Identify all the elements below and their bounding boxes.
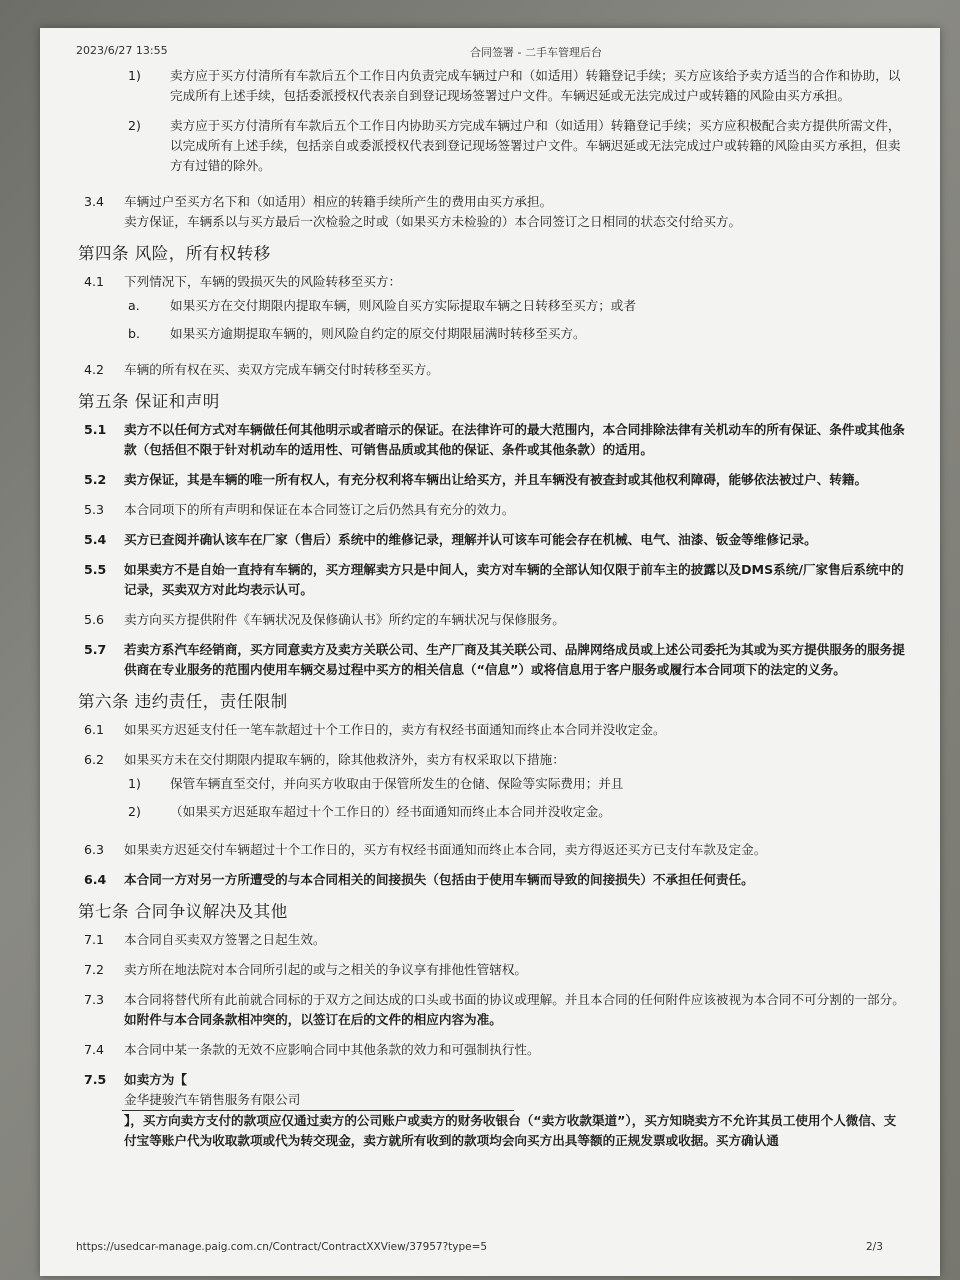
clause-number: 4.2 bbox=[84, 362, 105, 377]
clause-number: 4.1 bbox=[84, 274, 105, 289]
clause-text: 如果买方迟延支付任一笔车款超过十个工作日的，卖方有权经书面通知而终止本合同并没收定金。 bbox=[124, 722, 666, 737]
clause-text: 本合同一方对另一方所遭受的与本合同相关的间接损失（包括由于使用车辆而导致的间接损失）不承担任何责任。 bbox=[124, 872, 754, 887]
section-heading: 第五条 保证和声明 bbox=[78, 392, 220, 411]
clause-5-7 bbox=[76, 640, 906, 680]
clause-number: 3.4 bbox=[84, 194, 105, 209]
clause-number: 7.4 bbox=[84, 1042, 105, 1057]
clause-5-3 bbox=[76, 500, 906, 520]
list-item bbox=[76, 66, 906, 106]
list-item-text: 卖方应于买方付清所有车款后五个工作日内负责完成车辆过户和（如适用）转籍登记手续；买方应该给予卖方适当的合作和协助，以完成所有上述手续，包括委派授权代表亲自到登记现场签署过户文件。车辆迟延或无法完成过户或转籍的风险由买方承担。 bbox=[170, 68, 901, 103]
clause-6-2 bbox=[76, 750, 906, 770]
clause-number: 7.3 bbox=[84, 992, 105, 1007]
list-item-number: a. bbox=[128, 298, 140, 313]
clause-4-2 bbox=[76, 360, 906, 380]
clause-text: 车辆过户至买方名下和（如适用）相应的转籍手续所产生的费用由买方承担。 bbox=[124, 194, 553, 209]
document-page bbox=[40, 28, 940, 1276]
clause-text: 本合同自买卖双方签署之日起生效。 bbox=[124, 932, 326, 947]
list-item bbox=[76, 774, 906, 794]
clause-number: 5.7 bbox=[84, 642, 107, 657]
clause-text: 卖方所在地法院对本合同所引起的或与之相关的争议享有排他性管辖权。 bbox=[124, 962, 527, 977]
clause-text: 如果卖方迟延交付车辆超过十个工作日的，买方有权经书面通知而终止本合同，卖方得返还买方已支付车款及定金。 bbox=[124, 842, 767, 857]
list-item bbox=[76, 324, 906, 344]
clause-number: 7.5 bbox=[84, 1072, 107, 1087]
clause-number: 5.5 bbox=[84, 562, 107, 577]
list-item-number: 1) bbox=[128, 68, 141, 83]
clause-number: 7.2 bbox=[84, 962, 105, 977]
clause-number: 5.1 bbox=[84, 422, 107, 437]
clause-6-3 bbox=[76, 840, 906, 860]
print-datetime: 2023/6/27 13:55 bbox=[76, 44, 168, 57]
clause-text: 卖方向买方提供附件《车辆状况及保修确认书》所约定的车辆状况与保修服务。 bbox=[124, 612, 565, 627]
clause-text: 本合同中某一条款的无效不应影响合同中其他条款的效力和可强制执行性。 bbox=[124, 1042, 540, 1057]
clause-5-2 bbox=[76, 470, 906, 490]
clause-text: 卖方不以任何方式对车辆做任何其他明示或者暗示的保证。在法律许可的最大范围内，本合同排除法律有关机动车的所有保证、条件或其他条款（包括但不限于针对机动车的适用性、可销售品质或其他的保证、条件或其他条款）的适用。 bbox=[124, 422, 905, 457]
clause-5-4 bbox=[76, 530, 906, 550]
section-heading: 第七条 合同争议解决及其他 bbox=[78, 902, 288, 921]
clause-number: 6.3 bbox=[84, 842, 105, 857]
clause-3-4 bbox=[76, 192, 906, 232]
clause-text: 本合同项下的所有声明和保证在本合同签订之后仍然具有充分的效力。 bbox=[124, 502, 515, 517]
clause-number: 5.4 bbox=[84, 532, 107, 547]
list-item-text: 如果买方逾期提取车辆的，则风险自约定的原交付期限届满时转移至买方。 bbox=[170, 326, 586, 341]
clause-number: 7.1 bbox=[84, 932, 105, 947]
clause-5-6 bbox=[76, 610, 906, 630]
clause-number: 6.2 bbox=[84, 752, 105, 767]
list-item-number: 2) bbox=[128, 804, 141, 819]
clause-text: 若卖方系汽车经销商，买方同意卖方及卖方关联公司、生产厂商及其关联公司、品牌网络成员或上述公司委托为其或为买方提供服务的服务提供商在专业服务的范围内使用车辆交易过程中买方的相关信息（“信息”）或将信息用于客户服务或履行本合同项下的法定的义务。 bbox=[124, 642, 905, 677]
clause-number: 5.2 bbox=[84, 472, 107, 487]
clause-text-emphasis: 如附件与本合同条款相冲突的，以签订在后的文件的相应内容为准。 bbox=[124, 1012, 502, 1027]
seller-company-name: 金华捷骏汽车销售服务有限公司 bbox=[122, 1090, 514, 1111]
clause-7-3 bbox=[76, 990, 906, 1030]
clause-text: 买方已查阅并确认该车在厂家（售后）系统中的维修记录，理解并认可该车可能会存在机械、电气、油漆、钣金等维修记录。 bbox=[124, 532, 817, 547]
list-item-text: 如果买方在交付期限内提取车辆，则风险自买方实际提取车辆之日转移至买方；或者 bbox=[170, 298, 636, 313]
section-heading: 第四条 风险，所有权转移 bbox=[78, 244, 271, 263]
list-item bbox=[76, 296, 906, 316]
print-page-title: 合同签署 - 二手车管理后台 bbox=[470, 46, 602, 59]
clause-6-4 bbox=[76, 870, 906, 890]
clause-text: 下列情况下，车辆的毁损灭失的风险转移至买方： bbox=[124, 274, 402, 289]
list-item bbox=[76, 802, 906, 822]
clause-number: 6.4 bbox=[84, 872, 107, 887]
list-item-text: 保管车辆直至交付，并向买方收取由于保管所发生的仓储、保险等实际费用；并且 bbox=[170, 776, 624, 791]
clause-text: 卖方保证，其是车辆的唯一所有权人，有充分权利将车辆出让给买方，并且车辆没有被查封或其他权利障碍，能够依法被过户、转籍。 bbox=[124, 472, 868, 487]
clause-7-5 bbox=[76, 1070, 906, 1151]
clause-text: 本合同将替代所有此前就合同标的于双方之间达成的口头或书面的协议或理解。并且本合同的任何附件应该被视为本合同不可分割的一部分。 bbox=[124, 992, 905, 1007]
list-item bbox=[76, 116, 906, 176]
list-item-text: （如果买方迟延取车超过十个工作日的）经书面通知而终止本合同并没收定金。 bbox=[170, 804, 611, 819]
section-heading: 第六条 违约责任，责任限制 bbox=[78, 692, 288, 711]
clause-4-1 bbox=[76, 272, 906, 292]
clause-text: 如卖方为【 bbox=[124, 1072, 187, 1087]
clause-text: 卖方保证，车辆系以与买方最后一次检验之时或（如果买方未检验的）本合同签订之日相同的状态交付给买方。 bbox=[124, 214, 742, 229]
clause-text: 如果卖方不是自始一直持有车辆的，买方理解卖方只是中间人，卖方对车辆的全部认知仅限于前车主的披露以及DMS系统/厂家售后系统中的记录，买卖双方对此均表示认可。 bbox=[124, 562, 904, 597]
clause-text: 】，买方向卖方支付的款项应仅通过卖方的公司账户或卖方的财务收银台（“卖方收款渠道”），买方知晓卖方不允许其员工使用个人微信、支付宝等账户代为收取款项或代为转交现金，卖方就所有收到的款项均会向买方出具等额的正规发票或收据。买方确认通 bbox=[124, 1113, 897, 1148]
clause-6-1 bbox=[76, 720, 906, 740]
page-url: https://usedcar-manage.paig.com.cn/Contract/ContractXXView/37957?type=5 bbox=[76, 1241, 488, 1253]
clause-7-1 bbox=[76, 930, 906, 950]
clause-7-2 bbox=[76, 960, 906, 980]
clause-text: 车辆的所有权在买、卖双方完成车辆交付时转移至买方。 bbox=[124, 362, 439, 377]
list-item-text: 卖方应于买方付清所有车款后五个工作日内协助买方完成车辆过户和（如适用）转籍登记手续；买方应积极配合卖方提供所需文件，以完成所有上述手续，包括亲自或委派授权代表到登记现场签署过户文件。车辆迟延或无法完成过户或转籍的风险由买方承担，但卖方有过错的除外。 bbox=[170, 118, 901, 173]
clause-number: 6.1 bbox=[84, 722, 105, 737]
list-item-number: 2) bbox=[128, 118, 141, 133]
list-item-number: 1) bbox=[128, 776, 141, 791]
clause-number: 5.3 bbox=[84, 502, 105, 517]
clause-text: 如果买方未在交付期限内提取车辆的，除其他救济外，卖方有权采取以下措施： bbox=[124, 752, 565, 767]
clause-number: 5.6 bbox=[84, 612, 105, 627]
page-number: 2/3 bbox=[866, 1241, 883, 1253]
contract-body bbox=[76, 66, 906, 1161]
clause-7-4 bbox=[76, 1040, 906, 1060]
clause-5-1 bbox=[76, 420, 906, 460]
list-item-number: b. bbox=[128, 326, 140, 341]
clause-5-5 bbox=[76, 560, 906, 600]
